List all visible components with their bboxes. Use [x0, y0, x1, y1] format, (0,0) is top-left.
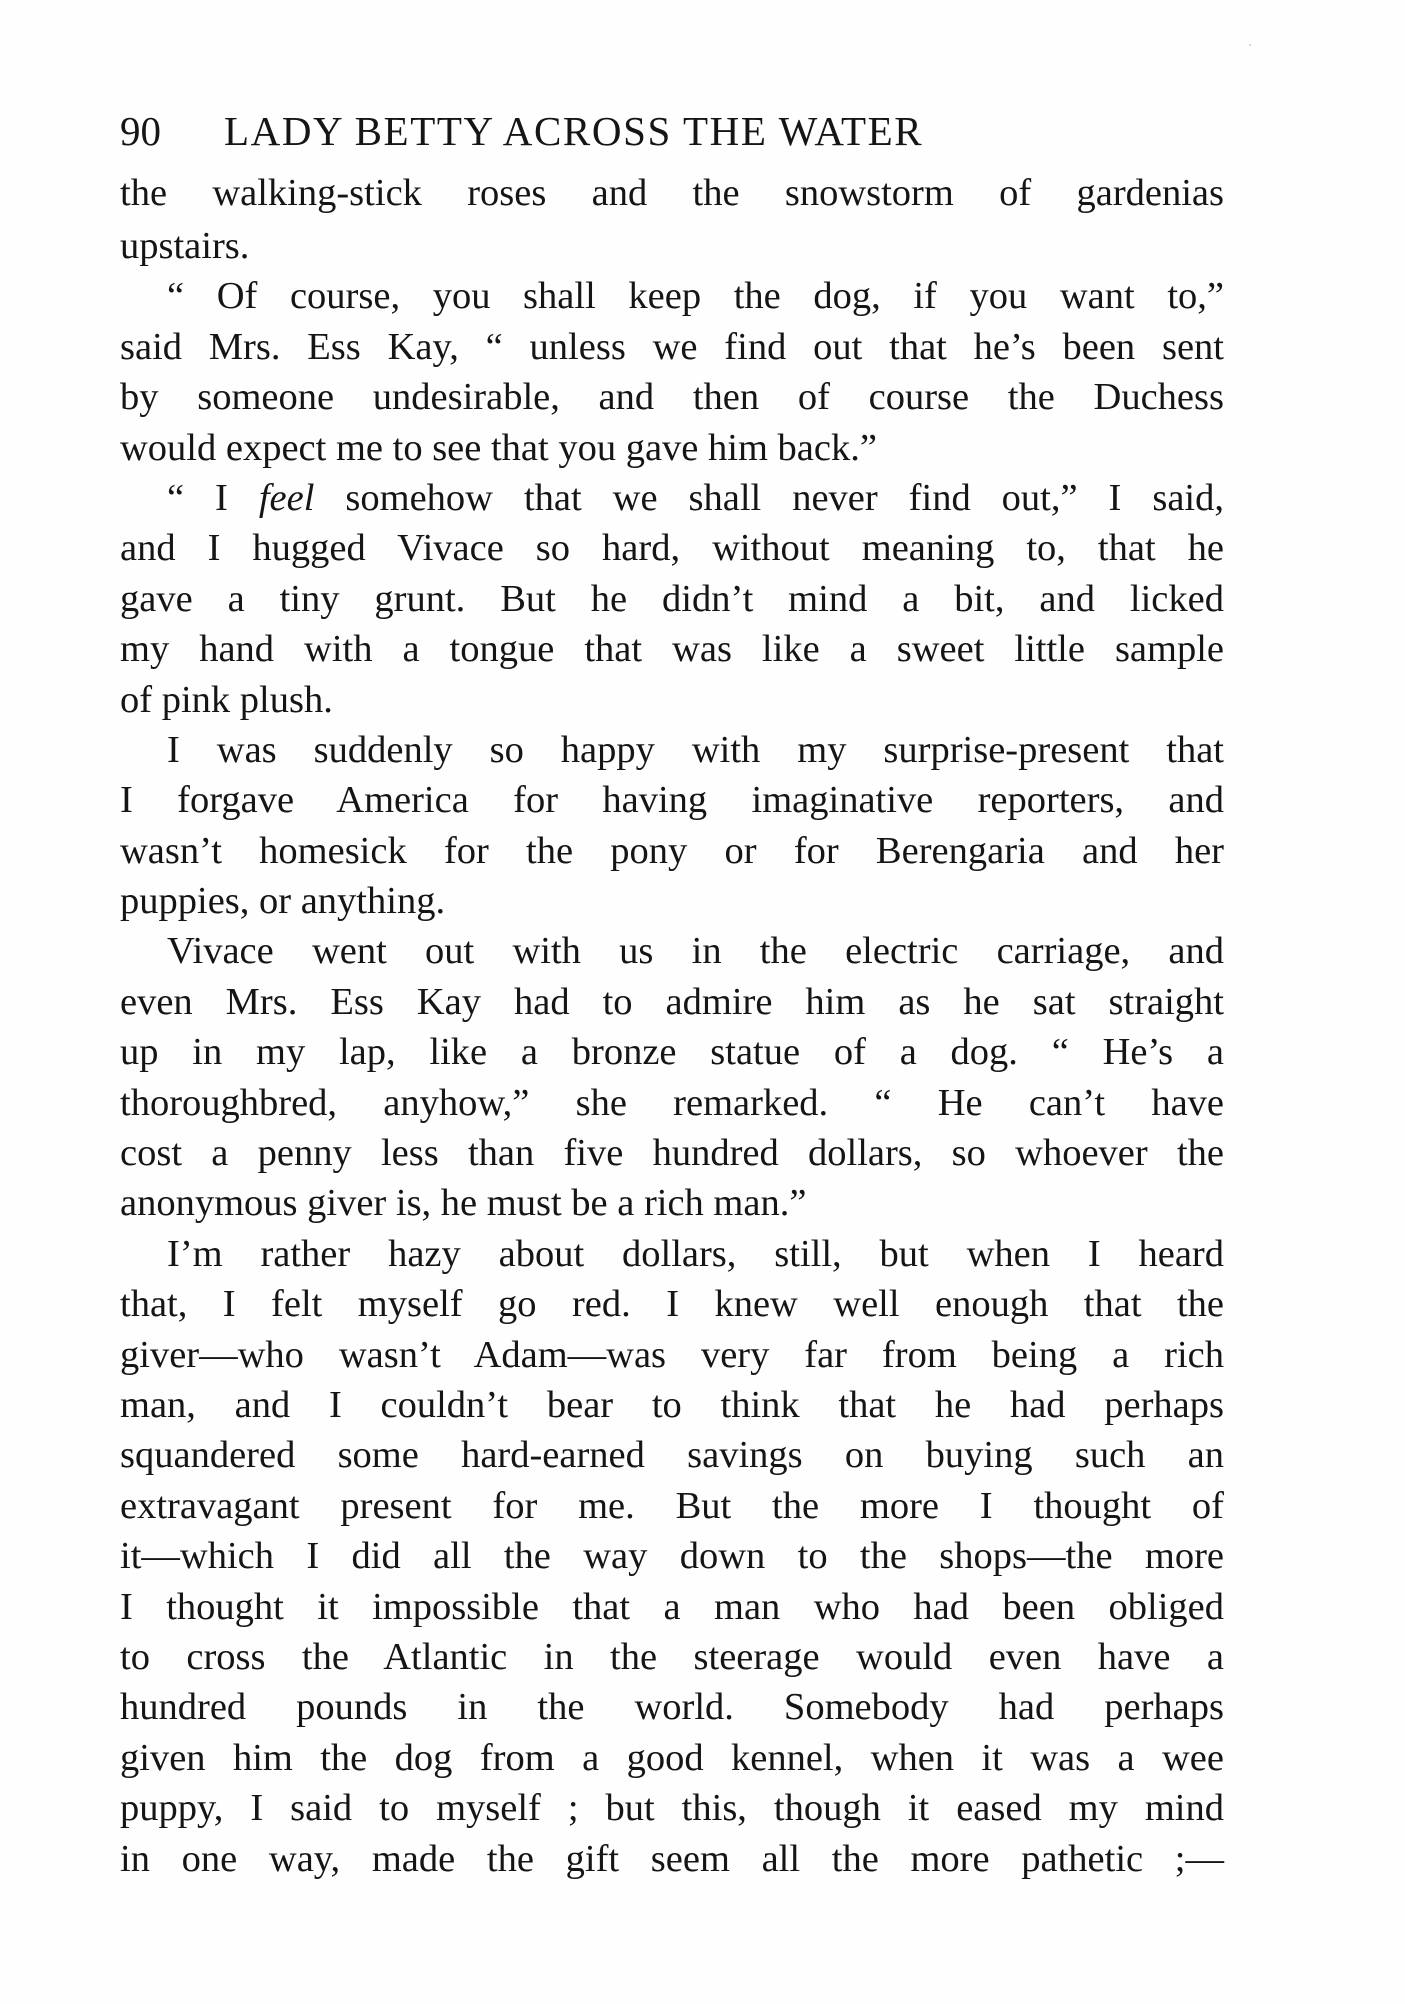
text-block: [120, 103, 1224, 1884]
text-line: wasn’t homesick for the pony or for Berengaria and her: [120, 829, 1224, 872]
text-line: in one way, made the gift seem all the more pathetic ;—: [120, 1837, 1224, 1880]
text-line: giver—who wasn’t Adam—was very far from being a rich: [120, 1333, 1224, 1376]
text-line: cost a penny less than five hundred dollars, so whoever the: [120, 1132, 1224, 1175]
text-line: I forgave America for having imaginative reporters, and: [120, 779, 1224, 822]
text-line: up in my lap, like a bronze statue of a dog. “ He’s a: [120, 1031, 1224, 1074]
text-line: I was suddenly so happy with my surprise-present that: [167, 728, 1224, 771]
text-line: puppies, or anything.: [120, 880, 446, 923]
text-line: thoroughbred, anyhow,” she remarked. “ He can’t have: [120, 1081, 1224, 1124]
scan-speck: [1249, 44, 1251, 46]
text-line: upstairs.: [120, 225, 250, 267]
text-line: I thought it impossible that a man who had been obliged: [120, 1585, 1224, 1628]
text-line: puppy, I said to myself ; but this, though it eased my mind: [120, 1787, 1224, 1830]
text-line: [120, 473, 1224, 523]
text-line: given him the dog from a good kennel, when it was a wee: [120, 1736, 1224, 1779]
text-line: Vivace went out with us in the electric carriage, and: [167, 930, 1224, 973]
emphasis-word: feel: [258, 476, 315, 519]
running-head: [120, 103, 1224, 165]
text-line: said Mrs. Ess Kay, “ unless we find out that he’s been sent: [120, 325, 1224, 368]
text-line: that, I felt myself go red. I knew well enough that the: [120, 1283, 1224, 1326]
text-line: squandered some hard-earned savings on buying such an: [120, 1434, 1224, 1477]
text-line: “ Of course, you shall keep the dog, if you want to,”: [167, 275, 1224, 318]
running-head-title: LADY BETTY ACROSS THE WATER: [224, 108, 924, 154]
text-fragment: somehow that we shall never find out,” I said,: [314, 476, 1224, 519]
text-line: man, and I couldn’t bear to think that he had perhaps: [120, 1383, 1224, 1426]
text-line: and I hugged Vivace so hard, without meaning to, that he: [120, 527, 1224, 570]
text-line: anonymous giver is, he must be a rich man.”: [120, 1182, 807, 1225]
text-line: I’m rather hazy about dollars, still, but when I heard: [167, 1232, 1224, 1275]
text-line: my hand with a tongue that was like a sweet little sample: [120, 628, 1224, 671]
text-line: hundred pounds in the world. Somebody had perhaps: [120, 1686, 1224, 1729]
text-line: it—which I did all the way down to the shops—the more: [120, 1535, 1224, 1578]
text-line: gave a tiny grunt. But he didn’t mind a bit, and licked: [120, 577, 1224, 620]
text-line: to cross the Atlantic in the steerage would even have a: [120, 1635, 1224, 1678]
text-line: the walking-stick roses and the snowstorm of gardenias: [120, 172, 1224, 214]
text-line: by someone undesirable, and then of course the Duchess: [120, 376, 1224, 419]
text-line: extravagant present for me. But the more I thought of: [120, 1484, 1224, 1527]
text-fragment: “ I: [167, 476, 259, 519]
text-line: of pink plush.: [120, 678, 333, 721]
page-number: 90: [120, 108, 161, 154]
text-line: would expect me to see that you gave him back.”: [120, 426, 877, 469]
text-line: even Mrs. Ess Kay had to admire him as he sat straight: [120, 980, 1224, 1023]
